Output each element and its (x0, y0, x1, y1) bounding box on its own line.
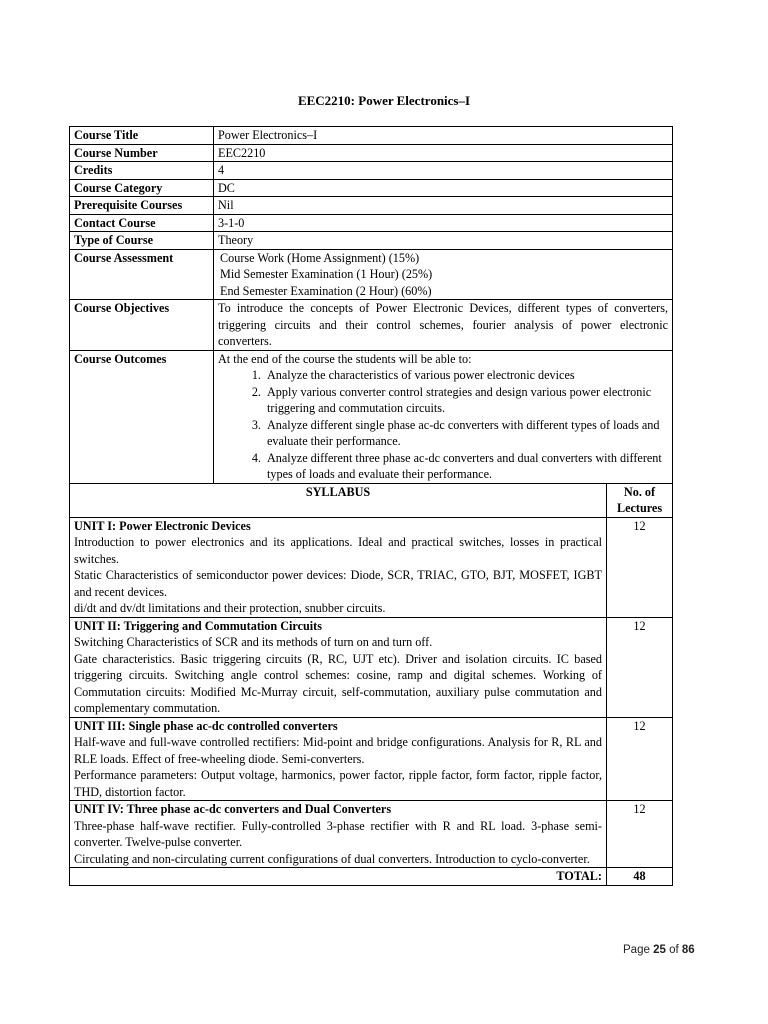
unit-body-para: Introduction to power electronics and its applications. Ideal and practical switches, losses in practical switches. (74, 535, 602, 566)
assessment-line: End Semester Examination (2 Hour) (60%) (220, 283, 432, 298)
row-label: Course Outcomes (70, 350, 214, 483)
info-row (70, 214, 673, 232)
assessment-values (214, 249, 673, 300)
row-value: 4 (214, 162, 673, 180)
outcome-item: 2. Apply various converter control strategies and design various power electronic triggering and commutation circuits. (264, 384, 668, 417)
outcome-item: 3. Analyze different single phase ac-dc converters with different types of loads and evaluate their performance. (264, 417, 668, 450)
unit-body-para: Gate characteristics. Basic triggering circuits (R, RC, UJT etc). Driver and isolation circuits. IC based triggering circuits. Switching angle control schemes: cosine, ramp and digital schemes. Working of Commutation circuits: Modified Mc-Murray circuit, self-commutation, auxiliary pulse commutation and complementary commutation. (74, 651, 602, 715)
row-value: EEC2210 (214, 144, 673, 162)
total-value: 48 (607, 868, 673, 886)
info-row (70, 144, 673, 162)
outcomes-row (70, 350, 673, 483)
page-footer (623, 944, 695, 956)
row-value: DC (214, 179, 673, 197)
objectives-text: To introduce the concepts of Power Electronic Devices, different types of converters, triggering circuits and their control schemes, fourier analysis of power electronic converters. (214, 300, 673, 351)
unit-cell (70, 517, 607, 617)
unit-title: UNIT II: Triggering and Commutation Circuits (74, 618, 322, 633)
unit-title: UNIT I: Power Electronic Devices (74, 518, 251, 533)
outcome-item: 1. Analyze the characteristics of various power electronic devices (264, 367, 668, 384)
unit-title: UNIT III: Single phase ac-dc controlled converters (74, 718, 338, 733)
assessment-line: Mid Semester Examination (1 Hour) (25%) (220, 267, 433, 281)
unit-row (70, 801, 673, 868)
assessment-line: Course Work (Home Assignment) (15%) (220, 250, 420, 265)
info-row (70, 197, 673, 215)
unit-cell (70, 801, 607, 868)
unit-lectures: 12 (607, 517, 673, 617)
total-label: TOTAL: (70, 868, 607, 886)
lectures-heading: No. of Lectures (607, 483, 673, 517)
row-label: Credits (70, 162, 214, 180)
unit-title: UNIT IV: Three phase ac-dc converters and Dual Converters (74, 802, 392, 816)
row-label: Course Title (70, 127, 214, 145)
unit-lectures: 12 (607, 801, 673, 868)
syllabus-heading: SYLLABUS (70, 483, 607, 517)
info-row (70, 127, 673, 145)
course-table (69, 126, 673, 886)
page-title: EEC2210: Power Electronics–I (297, 93, 471, 108)
unit-body-para: Static Characteristics of semiconductor power devices: Diode, SCR, TRIAC, GTO, BJT, MOSFET, IGBT and recent devices. (74, 568, 602, 599)
objectives-row (70, 300, 673, 351)
info-row (70, 232, 673, 250)
row-value: 3-1-0 (214, 214, 673, 232)
total-row (70, 868, 673, 886)
row-label: Course Category (70, 179, 214, 197)
unit-body-para: Switching Characteristics of SCR and its methods of turn on and turn off. (74, 635, 433, 649)
unit-body-para: Circulating and non-circulating current configurations of dual converters. Introduction to cyclo-converter. (74, 851, 590, 866)
row-label: Type of Course (70, 232, 214, 250)
row-label: Course Assessment (70, 249, 214, 300)
outcomes-intro: At the end of the course the students will be able to: (218, 351, 472, 366)
unit-row (70, 517, 673, 617)
unit-cell (70, 617, 607, 717)
row-value: Power Electronics–I (214, 127, 673, 145)
info-row (70, 179, 673, 197)
unit-cell (70, 717, 607, 801)
page-word: Page (623, 944, 650, 956)
unit-body-para: Performance parameters: Output voltage, harmonics, power factor, ripple factor, form factor, ripple factor, THD, distortion factor. (74, 768, 602, 799)
unit-body-para: Three-phase half-wave rectifier. Fully-controlled 3-phase rectifier with R and RL load. 3-phase semi-converter. Twelve-pulse converter. (74, 818, 602, 849)
outcomes-list (218, 367, 668, 483)
row-label: Course Objectives (70, 300, 214, 351)
unit-lectures: 12 (607, 717, 673, 801)
unit-row (70, 717, 673, 801)
unit-row (70, 617, 673, 717)
unit-body-para: Half-wave and full-wave controlled rectifiers: Mid-point and bridge configurations. Analysis for R, RL and RLE loads. Effect of free-wheeling diode. Semi-converters. (74, 735, 602, 766)
unit-lectures: 12 (607, 617, 673, 717)
of-word: of (669, 944, 679, 956)
assessment-row (70, 249, 673, 300)
row-label: Prerequisite Courses (70, 197, 214, 215)
row-value: Theory (214, 232, 673, 250)
page-number: 25 (653, 944, 666, 956)
info-row (70, 162, 673, 180)
unit-body-para: di/dt and dv/dt limitations and their protection, snubber circuits. (74, 601, 386, 615)
outcome-item: 4. Analyze different three phase ac-dc converters and dual converters with different types of loads and evaluate their performance. (264, 450, 668, 483)
syllabus-header-row (70, 483, 673, 517)
row-label: Course Number (70, 144, 214, 162)
total-pages: 86 (681, 944, 695, 956)
row-value: Nil (214, 197, 673, 215)
outcomes-cell (214, 350, 673, 483)
row-label: Contact Course (70, 214, 214, 232)
